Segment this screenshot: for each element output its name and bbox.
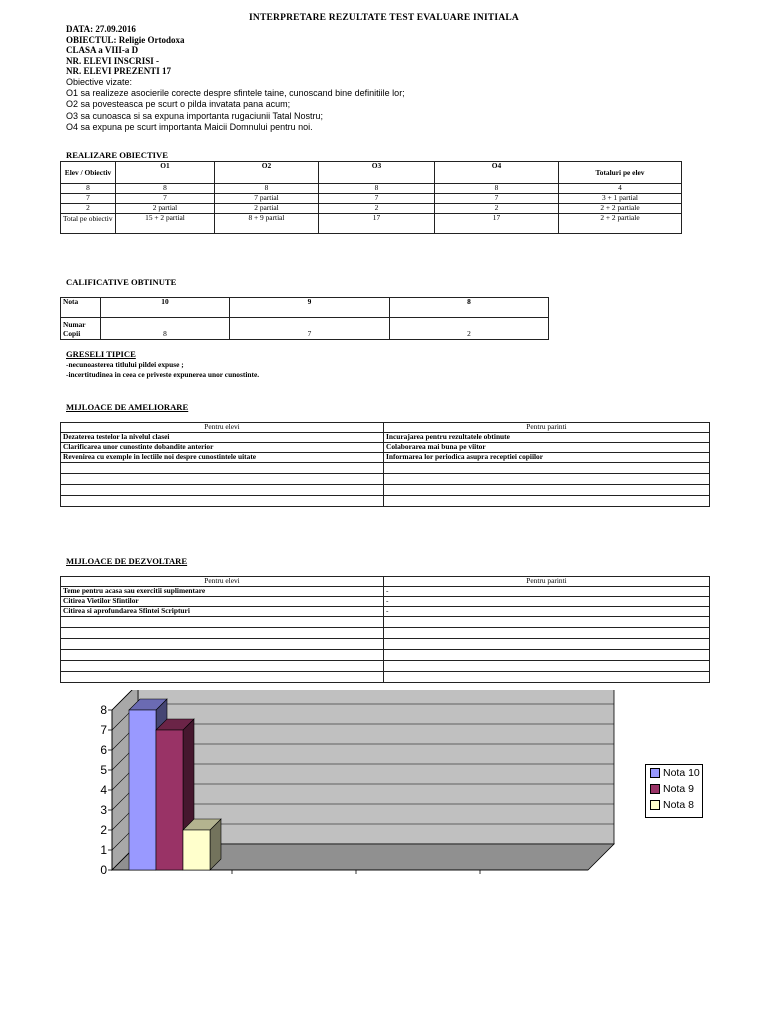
table-cell: Revenirea cu exemple in lectiile noi despre cunostintele uitate — [61, 453, 384, 463]
table-cell: Clarificarea unor cunostinte dobandite anterior — [61, 443, 384, 453]
table-cell: Incurajarea pentru rezultatele obtinute — [384, 433, 710, 443]
legend-label: Nota 9 — [663, 783, 694, 795]
bar-nota-10 — [129, 710, 156, 870]
table-cell: 7 — [435, 194, 559, 204]
table-cell: 8 + 9 partial — [215, 214, 319, 234]
table-header-cell: Totaluri pe elev — [559, 162, 682, 184]
legend-swatch — [650, 800, 660, 810]
table-cell — [384, 617, 710, 628]
table-cell — [61, 639, 384, 650]
table-header-cell: Pentru parinti — [384, 577, 710, 587]
table-row — [61, 607, 710, 617]
table-cell: Numar Copii — [61, 318, 101, 340]
table-cell — [384, 672, 710, 683]
legend-item — [646, 765, 702, 781]
y-tick-label: 4 — [100, 783, 107, 797]
document-header — [66, 24, 185, 77]
table-row — [61, 617, 710, 628]
subject-line: OBIECTUL: Religie Ortodoxa — [66, 34, 185, 45]
objective-o4: O4 sa expuna pe scurt importanta Maicii Domnului pentru noi. — [66, 121, 313, 132]
bar-nota-9 — [156, 730, 183, 870]
objectives-block — [66, 77, 405, 133]
greseli-heading: GRESELI TIPICE — [66, 349, 136, 359]
table-cell: 2 + 2 partiale — [559, 214, 682, 234]
table-cell: 8 — [101, 318, 230, 340]
calificative-heading: CALIFICATIVE OBTINUTE — [66, 277, 177, 287]
y-tick-label: 8 — [100, 703, 107, 717]
table-header-cell: Elev / Obiectiv — [61, 162, 116, 184]
table-cell — [61, 617, 384, 628]
table-row — [61, 485, 710, 496]
ameliorare-table — [60, 422, 710, 507]
table-header-row — [61, 577, 710, 587]
table-cell: Citirea Vietilor Sfintilor — [61, 597, 384, 607]
table-cell — [61, 463, 384, 474]
table-cell: Teme pentru acasa sau exercitii suplimentare — [61, 587, 384, 597]
table-cell — [384, 661, 710, 672]
table-cell — [61, 672, 384, 683]
table-cell: Citirea si aprofundarea Sfintei Scripturi — [61, 607, 384, 617]
table-row — [61, 194, 682, 204]
ameliorare-heading: MIJLOACE DE AMELIORARE — [66, 402, 189, 412]
table-cell: 4 — [559, 184, 682, 194]
table-cell: - — [384, 597, 710, 607]
table-cell — [384, 650, 710, 661]
table-cell: 7 — [230, 318, 390, 340]
table-cell: 2 — [319, 204, 435, 214]
calificative-table — [60, 297, 549, 340]
date-line: DATA: 27.09.2016 — [66, 24, 136, 34]
table-row — [61, 474, 710, 485]
table-row — [61, 318, 549, 340]
table-header-cell: 8 — [390, 298, 549, 318]
table-cell — [384, 474, 710, 485]
table-cell: Dezaterea testelor la nivelul clasei — [61, 433, 384, 443]
table-cell: 15 + 2 partial — [116, 214, 215, 234]
table-cell — [61, 474, 384, 485]
y-tick-label: 6 — [100, 743, 107, 757]
y-tick-label: 1 — [100, 843, 107, 857]
table-cell: Informarea lor periodica asupra receptiei copiilor — [384, 453, 710, 463]
table-row — [61, 661, 710, 672]
enrolled-line: NR. ELEVI INSCRISI - — [66, 55, 160, 66]
table-cell: 7 — [319, 194, 435, 204]
table-header-row — [61, 298, 549, 318]
table-cell — [384, 485, 710, 496]
table-row — [61, 650, 710, 661]
table-row — [61, 587, 710, 597]
table-header-row — [61, 162, 682, 184]
table-cell: 7 — [116, 194, 215, 204]
table-cell: 8 — [319, 184, 435, 194]
table-cell — [61, 485, 384, 496]
dezvoltare-table — [60, 576, 710, 683]
table-row — [61, 214, 682, 234]
table-header-cell: Pentru elevi — [61, 577, 384, 587]
table-header-cell: 9 — [230, 298, 390, 318]
list-item: -necunoasterea titlului pildei expuse ; — [66, 360, 184, 369]
table-header-cell: Pentru elevi — [61, 423, 384, 433]
table-row — [61, 639, 710, 650]
table-cell: 7 — [61, 194, 116, 204]
table-header-cell: O1 — [116, 162, 215, 184]
table-cell: 8 — [435, 184, 559, 194]
table-row — [61, 443, 710, 453]
legend-swatch — [650, 784, 660, 794]
greseli-list — [66, 360, 259, 379]
page-title: INTERPRETARE REZULTATE TEST EVALUARE INITIALA — [249, 13, 519, 23]
legend-item — [646, 797, 702, 813]
legend-item — [646, 781, 702, 797]
table-row — [61, 433, 710, 443]
table-cell: Colaborarea mai buna pe viitor — [384, 443, 710, 453]
table-row — [61, 672, 710, 683]
table-cell: 2 — [61, 204, 116, 214]
table-cell: 2 partial — [116, 204, 215, 214]
table-cell: - — [384, 587, 710, 597]
bar-nota-8 — [183, 830, 210, 870]
table-cell — [61, 650, 384, 661]
table-row — [61, 204, 682, 214]
table-cell — [61, 661, 384, 672]
table-header-cell: Pentru parinti — [384, 423, 710, 433]
table-cell — [384, 463, 710, 474]
y-tick-label: 0 — [100, 863, 107, 877]
table-row — [61, 597, 710, 607]
objective-o1: O1 sa realizeze asocierile corecte despre sfintele taine, cunoscand bine definitiile lor; — [66, 88, 405, 99]
table-header-row — [61, 423, 710, 433]
table-row — [61, 184, 682, 194]
y-tick-label: 3 — [100, 803, 107, 817]
table-cell: 17 — [319, 214, 435, 234]
table-row — [61, 453, 710, 463]
table-row — [61, 463, 710, 474]
table-cell: 2 — [435, 204, 559, 214]
table-cell — [61, 496, 384, 507]
chart-legend — [645, 764, 703, 818]
table-cell — [384, 496, 710, 507]
table-cell: 7 partial — [215, 194, 319, 204]
objective-o2: O2 sa povesteasca pe scurt o pilda invatata pana acum; — [66, 99, 291, 110]
table-cell: 8 — [61, 184, 116, 194]
table-cell — [384, 639, 710, 650]
dezvoltare-heading: MIJLOACE DE DEZVOLTARE — [66, 556, 188, 566]
y-tick-label: 7 — [100, 723, 107, 737]
table-cell: 3 + 1 partial — [559, 194, 682, 204]
table-header-cell: 10 — [101, 298, 230, 318]
objectives-heading: Obiective vizate: — [66, 77, 133, 87]
table-cell: 8 — [215, 184, 319, 194]
table-cell — [61, 628, 384, 639]
table-header-cell: O4 — [435, 162, 559, 184]
table-cell: 8 — [116, 184, 215, 194]
realizare-heading: REALIZARE OBIECTIVE — [66, 150, 168, 160]
table-cell: Total pe obiectiv — [61, 214, 116, 234]
table-cell: 2 + 2 partiale — [559, 204, 682, 214]
table-row — [61, 628, 710, 639]
table-header-cell: Nota — [61, 298, 101, 318]
table-header-cell: O3 — [319, 162, 435, 184]
table-header-cell: O2 — [215, 162, 319, 184]
realizare-table — [60, 161, 682, 234]
list-item: -incertitudinea in ceea ce priveste expunerea unor cunostinte. — [66, 369, 260, 379]
objective-o3: O3 sa cunoasca si sa expuna importanta rugaciunii Tatal Nostru; — [66, 110, 323, 121]
table-row — [61, 496, 710, 507]
legend-label: Nota 10 — [663, 767, 700, 779]
table-cell: - — [384, 607, 710, 617]
legend-label: Nota 8 — [663, 799, 694, 811]
table-cell — [384, 628, 710, 639]
y-tick-label: 5 — [100, 763, 107, 777]
present-line: NR. ELEVI PREZENTI 17 — [66, 66, 172, 77]
y-tick-label: 2 — [100, 823, 107, 837]
table-cell: 2 partial — [215, 204, 319, 214]
table-cell: 2 — [390, 318, 549, 340]
table-cell: 17 — [435, 214, 559, 234]
class-line: CLASA a VIII-a D — [66, 45, 139, 56]
legend-swatch — [650, 768, 660, 778]
